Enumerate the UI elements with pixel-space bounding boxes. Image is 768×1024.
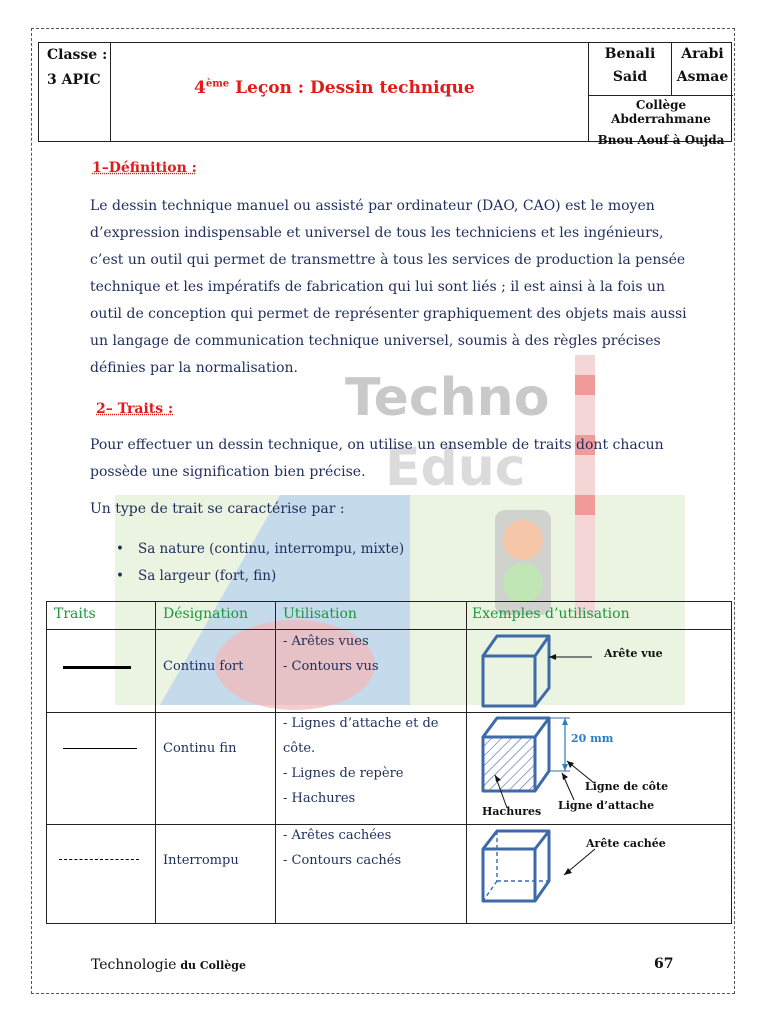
footer-title-main: Technologie [91,957,177,973]
use-item: - Contours vus [283,659,379,674]
designation-continu-fort: Continu fort [163,659,244,674]
annotation-arete-vue: Arête vue [604,647,663,660]
uses-row3 [283,823,401,873]
annotation-ligne-attache: Ligne d’attache [558,799,655,812]
header-traits: Traits [54,606,96,622]
class-cell [39,43,111,141]
footer-title [91,957,246,973]
paragraph-line: Le dessin technique manuel ou assisté par ordinateur (DAO, CAO) est le moyen [90,198,655,214]
class-label: Classe : [47,47,108,63]
header-table [38,42,732,147]
uses-row1 [283,629,379,679]
traits-table [46,601,732,924]
use-item: côte. [283,741,316,756]
bullet-item: • Sa largeur (fort, fin) [116,568,277,584]
page-number: 67 [654,956,674,972]
school-line1: Collège Abderrahmane [611,98,711,126]
class-value: 3 APIC [47,72,101,88]
use-item: - Contours cachés [283,853,402,868]
intro-line: Pour effectuer un dessin technique, on utilise un ensemble de traits dont chacun [90,437,664,453]
paragraph-line: définies par la normalisation. [90,360,298,376]
cube-visible-edges [467,630,733,712]
author1-first: Benali [604,46,656,62]
dimension-label: 20 mm [571,732,614,745]
school-line2: Bnou Aouf à Oujda [597,133,725,147]
author2 [672,43,733,95]
footer-title-small: du Collège [176,959,246,972]
annotation-hachures: Hachures [482,805,542,818]
section2-title: 2– Traits : [96,401,174,417]
author2-last: Asmae [676,69,729,85]
paragraph-line: technique et les impératifs de fabrication qui lui sont liés ; il est ainsi à la fois un [90,279,666,295]
author2-first: Arabi [681,46,724,62]
use-item: - Lignes de repère [283,766,404,781]
author1-last: Said [612,69,648,85]
section2-intro [90,432,700,486]
designation-interrompu: Interrompu [163,853,239,868]
section1-title: 1–Définition : [92,160,197,176]
trait-type-line: Un type de trait se caractérise par : [90,501,345,517]
use-item: - Hachures [283,791,356,806]
bullet-icon: • [116,541,124,557]
lesson-cell [111,43,589,141]
trait-dashed [59,859,139,860]
use-item: - Arêtes cachées [283,828,392,843]
trait-continuous-thick [63,666,131,669]
paragraph-line: un langage de communication technique universel, soumis à des règles précises [90,333,661,349]
use-item: - Lignes d’attache et de [283,716,439,731]
section1-paragraph [90,193,700,382]
paragraph-line: outil de conception qui permet de représenter graphiquement des objets mais aussi [90,306,687,322]
watermark-text-2: Educ [385,438,526,498]
trait-continuous-thin [63,748,137,749]
paragraph-line: d’expression indispensable et universel de tous les techniciens et les ingénieurs, [90,225,664,241]
bullet-item: • Sa nature (continu, interrompu, mixte) [116,541,405,557]
authors-cell [589,43,733,147]
paragraph-line: c’est un outil qui permet de transmettre à tous les services de production la pensée [90,252,686,268]
use-item: - Arêtes vues [283,634,369,649]
lesson-title: 4ème Leçon : Dessin technique [194,78,475,98]
designation-continu-fin: Continu fin [163,741,237,756]
annotation-ligne-cote: Ligne de côte [585,780,669,793]
author1 [589,43,672,95]
header-utilisation: Utilisation [283,606,357,622]
uses-row2 [283,711,463,811]
header-examples: Exemples d’utilisation [472,606,630,622]
school-info [589,97,733,147]
intro-line: possède une signification bien précise. [90,464,366,480]
annotation-arete-cachee: Arête cachée [586,837,666,850]
bullet-icon: • [116,568,124,584]
header-designation: Désignation [163,606,249,622]
watermark-text-1: Techno [345,368,550,428]
